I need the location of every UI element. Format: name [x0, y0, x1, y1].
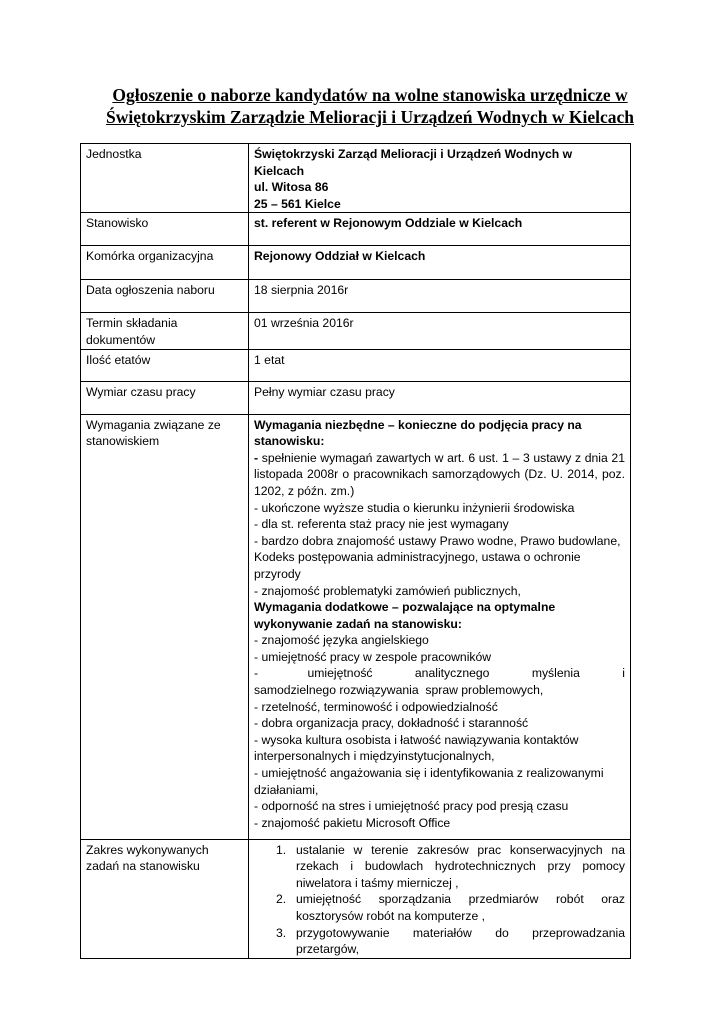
- value-wymagania: [249, 414, 646, 839]
- task-number: 2.: [276, 892, 287, 907]
- label-komorka: Komórka organizacyjna: [81, 246, 249, 280]
- task-text: umiejętność sporządzania przedmiarów robót oraz kosztorysów robót na komputerze ,: [296, 892, 625, 923]
- label-termin: Termin składania dokumentów: [81, 313, 249, 349]
- additional-requirement-item: - znajomość pakietu Microsoft Office: [254, 815, 451, 830]
- task-text: przygotowywanie materiałów do przeprowadzania przetargów,: [296, 925, 625, 957]
- value-ilosc: 1 etat: [249, 349, 631, 381]
- additional-requirement-item: - umiejętność angażowania się i identyfikowania z realizowanymi działaniami,: [254, 766, 604, 797]
- essential-requirement-item: - dla st. referenta staż pracy nie jest wymagany: [254, 517, 509, 532]
- essential-requirement-item: - bardzo dobra znajomość ustawy Prawo wodne, Prawo budowlane, Kodeks postępowania administracyjnego, ustawa o ochronie przyrody: [254, 533, 621, 581]
- jednostka-street: ul. Witosa 86: [254, 180, 329, 195]
- task-number: 3.: [276, 925, 287, 940]
- title-line-1: Ogłoszenie o naborze kandydatów na wolne stanowiska urzędnicze w: [112, 85, 628, 105]
- additional-requirement-item: - umiejętność pracy w zespole pracowników: [254, 649, 492, 664]
- title-line-2: Świętokrzyskim Zarządzie Melioracji i Urządzeń Wodnych w Kielcach: [106, 107, 634, 127]
- additional-requirement-item: - znajomość języka angielskiego: [254, 633, 429, 648]
- value-data-ogloszenia: 18 sierpnia 2016r: [249, 280, 631, 313]
- value-termin: 01 września 2016r: [249, 313, 631, 349]
- row-ilosc: [81, 349, 631, 381]
- value-zakres: [249, 839, 631, 958]
- task-text: ustalanie w terenie zakresów prac konserwacyjnych na rzekach i budowlach hydrotechnicznych przy pomocy niwelatora i taśmy mierniczej ,: [296, 842, 625, 890]
- label-ilosc: Ilość etatów: [81, 349, 249, 381]
- task-number: 1.: [276, 842, 287, 857]
- label-stanowisko: Stanowisko: [81, 213, 249, 246]
- essential-first-dash: -: [254, 450, 259, 465]
- value-stanowisko: st. referent w Rejonowym Oddziale w Kielcach: [249, 213, 631, 246]
- additional-requirement-item: - wysoka kultura osobista i łatwość nawiązywania kontaktów interpersonalnych i międzyinstytucjonalnych,: [254, 732, 579, 764]
- label-wymagania: Wymagania związane ze stanowiskiem: [81, 414, 249, 839]
- essential-requirement-item: - ukończone wyższe studia o kierunku inżynierii środowiska: [254, 500, 575, 515]
- additional-requirement-item: - umiejętność analitycznego myślenia i samodzielnego rozwiązywania spraw problemowych,: [254, 666, 646, 698]
- value-wymiar: Pełny wymiar czasu pracy: [249, 381, 631, 414]
- task-item: [254, 891, 625, 924]
- row-wymiar: [81, 381, 631, 414]
- row-zakres: [81, 839, 631, 958]
- label-data-ogloszenia: Data ogłoszenia naboru: [81, 280, 249, 313]
- row-jednostka: [81, 144, 631, 213]
- value-jednostka: [249, 144, 631, 213]
- label-zakres: Zakres wykonywanych zadań na stanowisku: [81, 839, 249, 958]
- page-title: [70, 84, 670, 128]
- row-data-ogloszenia: [81, 280, 631, 313]
- tasks-list: [254, 842, 625, 958]
- additional-requirements-heading: Wymagania dodatkowe – pozwalające na optymalne wykonywanie zadań na stanowisku:: [254, 600, 556, 631]
- additional-requirement-item: - odporność na stres i umiejętność pracy pod presją czasu: [254, 799, 569, 814]
- label-jednostka: Jednostka: [81, 144, 249, 213]
- task-item: [254, 842, 625, 892]
- additional-requirement-item: - rzetelność, terminowość i odpowiedzialność: [254, 699, 498, 714]
- essential-requirement-item: - znajomość problematyki zamówień publicznych,: [254, 583, 521, 598]
- additional-requirement-item: - dobra organizacja pracy, dokładność i staranność: [254, 716, 529, 731]
- row-komorka: [81, 246, 631, 280]
- job-offer-table: [80, 143, 646, 959]
- value-komorka: Rejonowy Oddział w Kielcach: [249, 246, 631, 280]
- row-wymagania: [81, 414, 631, 839]
- essential-first-text: spełnienie wymagań zawartych w art. 6 ust. 1 – 3 ustawy z dnia 21 listopada 2008r o pracownikach samorządowych (Dz. U. 2014, poz. 1202, z późn. zm.): [254, 450, 625, 498]
- essential-requirements-heading: Wymagania niezbędne – konieczne do podjęcia pracy na stanowisku:: [254, 417, 582, 449]
- jednostka-city: 25 – 561 Kielce: [254, 196, 341, 211]
- task-item: [254, 925, 625, 958]
- row-stanowisko: [81, 213, 631, 246]
- jednostka-name: Świętokrzyski Zarząd Melioracji i Urządzeń Wodnych w Kielcach: [254, 147, 573, 178]
- essential-requirement-first: [254, 450, 625, 500]
- row-termin: [81, 313, 631, 349]
- label-wymiar: Wymiar czasu pracy: [81, 381, 249, 414]
